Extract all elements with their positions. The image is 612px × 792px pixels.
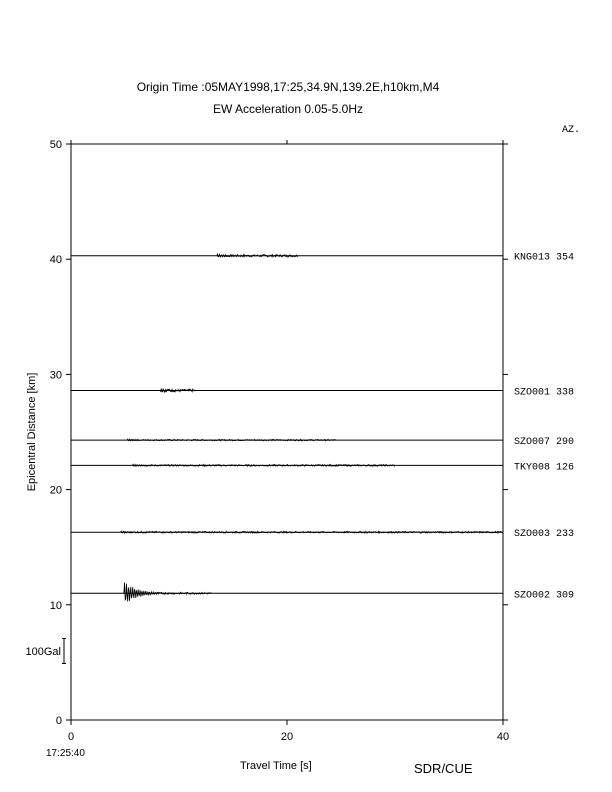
- amplitude-scale-bar: [26, 639, 66, 664]
- azimuth-header: AZ.: [562, 125, 581, 136]
- x-tick-label: 0: [67, 731, 75, 743]
- station-label: SZO003 233: [514, 529, 575, 541]
- x-tick-label: 40: [496, 731, 510, 743]
- credit-label: SDR/CUE: [414, 761, 473, 776]
- plot-axes: [50, 139, 509, 743]
- scale-bar-label: 100Gal: [25, 646, 61, 658]
- x-tick-label: 20: [280, 731, 294, 743]
- station-label: TKY008 126: [514, 462, 575, 474]
- chart-subtitle: EW Acceleration 0.05-5.0Hz: [212, 102, 364, 116]
- station-label: SZO001 338: [514, 387, 575, 399]
- x-axis-label: Travel Time [s]: [240, 760, 312, 772]
- y-tick-label: 30: [49, 369, 62, 382]
- station-label: SZO002 309: [514, 590, 575, 602]
- plot-frame: [71, 144, 503, 720]
- chart-title: Origin Time :05MAY1998,17:25,34.9N,139.2E,h10km,M4: [136, 80, 440, 94]
- station-label: KNG013 354: [514, 252, 575, 264]
- station-labels: [514, 253, 574, 602]
- station-label: SZO007 290: [514, 437, 575, 449]
- y-tick-label: 20: [49, 484, 62, 497]
- y-tick-label: 40: [49, 254, 62, 267]
- y-tick-label: 50: [49, 139, 62, 151]
- x-axis-start-time: 17:25:40: [46, 748, 85, 759]
- y-tick-label: 0: [55, 715, 62, 727]
- y-tick-label: 10: [49, 599, 62, 612]
- y-axis-label: Epicentral Distance [km]: [26, 372, 38, 492]
- trace-group: [71, 254, 503, 601]
- seismogram-trace: [124, 583, 211, 602]
